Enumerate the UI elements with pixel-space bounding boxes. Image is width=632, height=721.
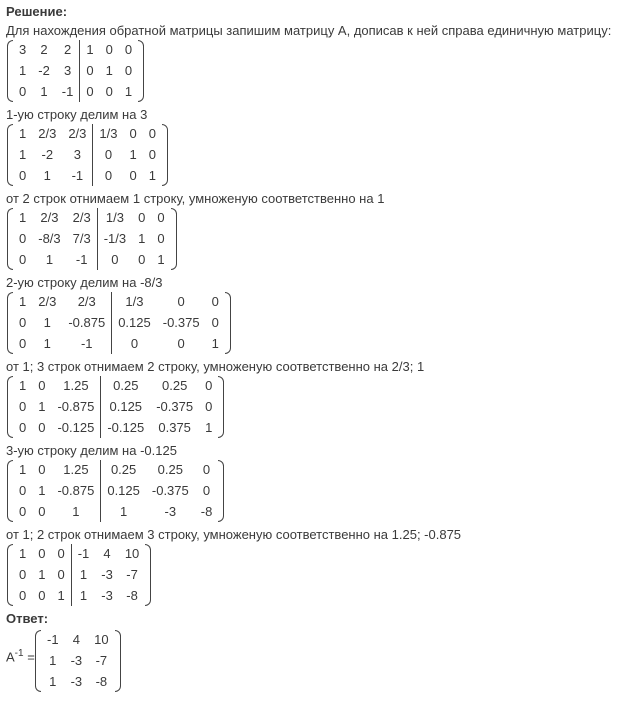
matrix-cell: 1 [71, 565, 95, 586]
matrix-cell: 1/3 [93, 124, 124, 145]
matrix-row [13, 313, 225, 334]
step-caption: от 1; 2 строк отнимаем 3 строку, умноженую соответственно на 1.25; -0.875 [6, 527, 462, 542]
matrix-cell: 2/3 [72, 210, 91, 226]
matrix-cell: 1 [38, 398, 46, 414]
matrix-cell: 4 [103, 546, 111, 562]
matrix-cell: -3 [164, 503, 177, 519]
matrix-cell: 0 [80, 61, 100, 82]
matrix-cell: 1 [43, 335, 51, 351]
matrix-cell: 0.25 [101, 376, 150, 397]
matrix-cell: 1 [19, 210, 27, 226]
matrix-cell: 0 [138, 210, 146, 226]
matrix-row [13, 61, 138, 82]
matrix-cell: 0 [19, 335, 27, 351]
matrix-cell: 0 [19, 230, 27, 246]
matrix [7, 40, 144, 102]
matrix-cell: -3 [101, 587, 113, 603]
matrix-row [13, 501, 218, 522]
matrix-cell: -0.125 [101, 417, 150, 438]
answer-heading: Ответ: [6, 611, 49, 626]
matrix-cell: 3 [63, 62, 72, 78]
matrix-cell: 2 [40, 42, 48, 58]
matrix-row [13, 460, 218, 481]
matrix-row [13, 40, 138, 61]
matrix-cell: 0 [38, 419, 46, 435]
matrix-cell: 0.125 [101, 397, 150, 418]
matrix-cell: 0 [19, 83, 27, 99]
matrix-row [13, 165, 162, 186]
step-matrix-holder [6, 460, 628, 525]
matrix-cell: 0.375 [158, 419, 191, 435]
matrix-row [13, 417, 218, 438]
matrix-cell: 10 [94, 632, 109, 648]
matrix-cell: 0 [205, 398, 213, 414]
step-matrix-holder [6, 292, 628, 357]
answer-label-letter: A [6, 649, 15, 665]
step-caption: 3-ую строку делим на -0.125 [6, 443, 177, 458]
matrix-cell: 10 [124, 546, 140, 562]
matrix-cell: 0 [177, 335, 185, 351]
matrix-cell: -0.875 [68, 314, 106, 330]
matrix-cell: 1 [49, 652, 57, 668]
matrix-cell: 1 [57, 587, 65, 603]
matrix-cell: -1 [47, 632, 59, 648]
matrix-cell: 0 [97, 249, 132, 270]
matrix-cell: 0 [148, 126, 156, 142]
matrix-cell: 1 [38, 566, 46, 582]
matrix-cell: -3 [101, 566, 113, 582]
matrix-cell: -8/3 [38, 230, 61, 246]
matrix-cell: 0 [93, 165, 124, 186]
matrix [7, 292, 231, 354]
matrix-cell: -1 [61, 83, 74, 99]
step-caption: от 1; 3 строк отнимаем 2 строку, умноженую соответственно на 2/3; 1 [6, 359, 425, 374]
matrix-cell: 2/3 [40, 210, 59, 226]
matrix-cell: 1 [19, 146, 27, 162]
matrix-cell: 1 [71, 585, 95, 606]
matrix-cell: -1 [80, 335, 93, 351]
matrix-cell: 1 [205, 419, 213, 435]
step-matrix-holder [6, 544, 628, 609]
matrix-cell: 1 [19, 62, 27, 78]
matrix-cell: 1 [157, 251, 165, 267]
matrix-cell: 0 [19, 566, 27, 582]
matrix [7, 208, 177, 270]
matrix-cell: 1 [45, 251, 54, 267]
matrix-cell: 1 [105, 62, 113, 78]
matrix-cell: 0 [19, 419, 27, 435]
answer-exponent: -1 [14, 648, 24, 659]
matrix-cell: 0 [38, 378, 46, 394]
matrix-cell: 3 [19, 42, 27, 58]
matrix-cell: 0 [157, 230, 165, 246]
matrix-cell: 1 [129, 146, 137, 162]
matrix-cell: 3 [73, 146, 81, 162]
matrix-row [13, 208, 171, 229]
matrix-row [13, 565, 145, 586]
matrix-row [41, 651, 115, 672]
matrix-cell: 1/3 [112, 292, 157, 313]
matrix-cell: 0 [93, 145, 124, 166]
matrix-cell: -1/3 [97, 229, 132, 250]
matrix [7, 376, 224, 438]
matrix-row [13, 397, 218, 418]
answer-matrix [34, 630, 121, 695]
matrix-cell: 1.25 [63, 462, 89, 478]
step-caption: 2-ую строку делим на -8/3 [6, 275, 163, 290]
matrix-cell: -8 [95, 673, 108, 689]
matrix-cell: 1 [40, 83, 48, 99]
matrix-cell: 7/3 [72, 230, 91, 246]
matrix-row [13, 292, 225, 313]
matrix-row [13, 124, 162, 145]
matrix-row [13, 229, 171, 250]
matrix-cell: 0 [38, 587, 46, 603]
step-matrix-holder [6, 124, 628, 189]
matrix-row [13, 544, 145, 565]
matrix-cell: 2/3 [77, 294, 96, 310]
matrix-row [13, 333, 225, 354]
matrix-cell: 0 [19, 398, 27, 414]
matrix-row [13, 481, 218, 502]
solution-document [6, 2, 628, 696]
matrix-cell: 1 [101, 501, 146, 522]
matrix-cell: -3 [70, 673, 83, 689]
matrix-cell: -0.875 [57, 482, 95, 498]
matrix-cell: -0.375 [156, 398, 194, 414]
matrix-cell: 1 [148, 167, 156, 183]
matrix-cell: 1/3 [97, 208, 132, 229]
matrix-cell: 0 [80, 81, 100, 102]
matrix-cell: 0 [205, 378, 213, 394]
matrix-row [41, 630, 115, 651]
matrix-cell: 1 [138, 230, 146, 246]
matrix-cell: 0 [19, 314, 27, 330]
matrix-cell: 1 [19, 546, 27, 562]
step-matrix-holder [6, 376, 628, 441]
matrix-cell: -0.375 [151, 482, 189, 498]
matrix-cell: 0 [38, 503, 46, 519]
answer-equals: = [27, 649, 35, 665]
matrix-cell: 0 [38, 462, 46, 478]
matrix-cell: -3 [70, 652, 83, 668]
matrix-cell: 1 [43, 167, 51, 183]
matrix-cell: 1 [19, 462, 27, 478]
step-matrix-holder [6, 40, 628, 105]
matrix-cell: 0 [19, 503, 27, 519]
steps-container [6, 40, 628, 609]
matrix-cell: -0.375 [162, 314, 200, 330]
matrix-cell: -0.125 [57, 419, 95, 435]
matrix-cell: 1 [124, 83, 133, 99]
matrix-cell: -0.875 [57, 398, 95, 414]
matrix [7, 124, 168, 186]
matrix-cell: 0 [177, 294, 185, 310]
step-caption: от 2 строк отнимаем 1 строку, умноженую соответственно на 1 [6, 191, 385, 206]
matrix-cell: -1 [71, 544, 95, 565]
matrix-cell: 0 [112, 333, 157, 354]
matrix-cell: -7 [126, 566, 138, 582]
matrix-cell: 0 [19, 587, 27, 603]
matrix-cell: 0 [129, 126, 137, 142]
matrix-cell: -2 [41, 146, 54, 162]
matrix-cell: 1 [211, 335, 219, 351]
matrix-row [13, 376, 218, 397]
matrix-cell: -7 [95, 652, 108, 668]
matrix-cell: 0 [129, 167, 137, 183]
intro-text: Для нахождения обратной матрицы запишим матрицу А, дописав к ней справа единичную матрицу: [6, 23, 612, 38]
matrix-cell: 1 [19, 126, 27, 142]
matrix-cell: 1 [19, 294, 27, 310]
matrix-cell: 0 [57, 566, 65, 582]
matrix-cell: 2 [63, 42, 72, 58]
matrix-cell: -1 [75, 251, 88, 267]
matrix-cell: 0 [19, 251, 27, 267]
matrix-cell: 0 [148, 146, 156, 162]
matrix-cell: 1 [80, 40, 100, 61]
answer-block [6, 630, 628, 696]
matrix [35, 630, 121, 692]
matrix-cell: -8 [126, 587, 138, 603]
matrix-cell: 2/3 [38, 294, 57, 310]
matrix-cell: 4 [72, 632, 80, 648]
matrix-cell: 0 [157, 210, 165, 226]
step-caption: 1-ую строку делим на 3 [6, 107, 148, 122]
matrix-cell: 0 [105, 42, 113, 58]
matrix-cell: 1 [38, 482, 46, 498]
matrix-cell: -8 [200, 503, 213, 519]
matrix-cell: 1 [19, 378, 27, 394]
matrix-cell: 1 [49, 673, 57, 689]
matrix-cell: 0.125 [101, 481, 146, 502]
matrix-cell: 2/3 [68, 126, 87, 142]
matrix-cell: 0 [38, 546, 46, 562]
matrix-cell: 0 [138, 251, 146, 267]
matrix-cell: -1 [71, 167, 84, 183]
matrix-cell: 0 [57, 546, 65, 562]
matrix-cell: 1.25 [63, 378, 89, 394]
matrix-cell: -2 [38, 62, 50, 78]
matrix-cell: 0.25 [162, 378, 188, 394]
matrix-cell: 0 [211, 314, 219, 330]
matrix-cell: 1 [43, 314, 51, 330]
matrix-row [13, 81, 138, 102]
matrix-cell: 0 [211, 294, 219, 310]
step-matrix-holder [6, 208, 628, 273]
matrix-row [13, 249, 171, 270]
matrix [7, 544, 151, 606]
matrix-cell: 0 [202, 462, 211, 478]
matrix-cell: 0 [105, 83, 113, 99]
answer-label [6, 648, 35, 664]
matrix [7, 460, 224, 522]
matrix-row [13, 145, 162, 166]
matrix-cell: 0 [124, 42, 133, 58]
matrix-row [41, 671, 115, 692]
matrix-row [13, 585, 145, 606]
matrix-cell: 0 [202, 482, 211, 498]
matrix-cell: 0.125 [112, 313, 157, 334]
matrix-cell: 0 [124, 62, 133, 78]
matrix-cell: 2/3 [38, 126, 57, 142]
matrix-cell: 0.25 [157, 462, 183, 478]
matrix-cell: 1 [72, 503, 80, 519]
matrix-cell: 0 [19, 167, 27, 183]
matrix-cell: 0.25 [101, 460, 146, 481]
solution-heading: Решение: [6, 4, 68, 19]
matrix-cell: 0 [19, 482, 27, 498]
